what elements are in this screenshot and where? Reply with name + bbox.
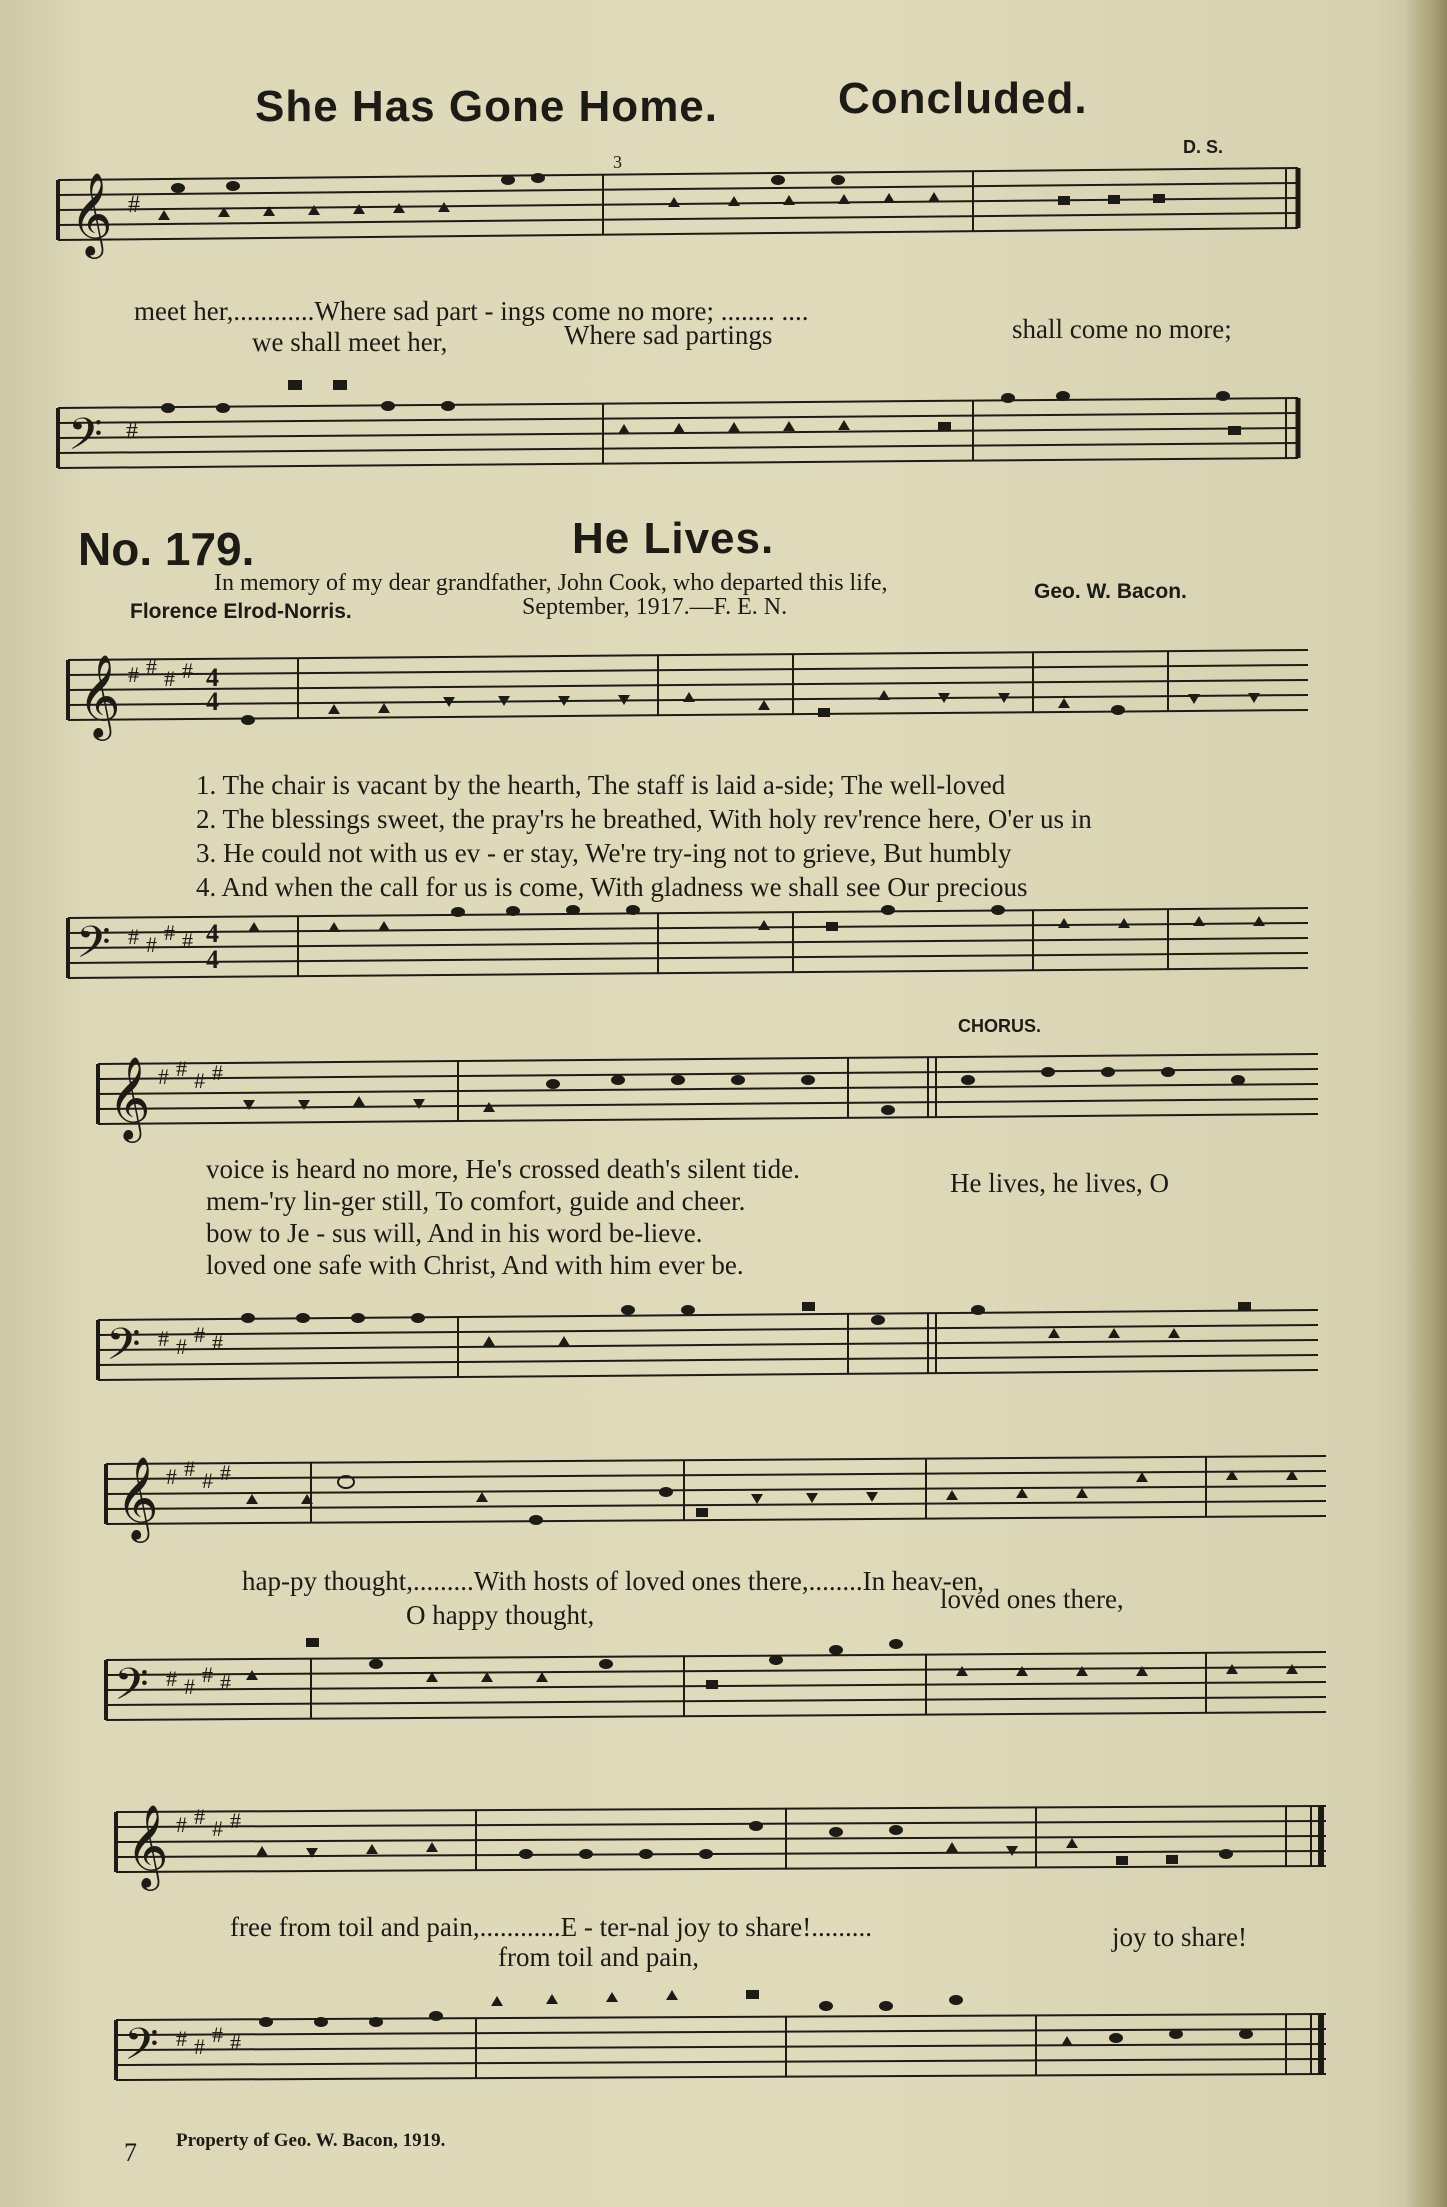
svg-text:#: # — [128, 924, 139, 949]
ds-mark: D. S. — [1183, 137, 1224, 157]
chorus-line-3-alt-a: from toil and pain, — [498, 1942, 699, 1972]
svg-text:𝄢: 𝄢 — [114, 1658, 149, 1721]
dedication: In memory of my dear grandfather, John Cook, who departed this life, — [214, 570, 888, 596]
svg-text:𝄞: 𝄞 — [116, 1455, 159, 1539]
svg-text:#: # — [182, 928, 193, 953]
svg-text:#: # — [184, 1456, 195, 1481]
svg-text:𝄢: 𝄢 — [106, 1318, 141, 1381]
svg-text:𝄢: 𝄢 — [76, 916, 111, 979]
system-1-treble — [58, 630, 1318, 750]
svg-text:𝄞: 𝄞 — [70, 171, 113, 255]
svg-text:#: # — [212, 1060, 223, 1085]
chorus-line-1: He lives, he lives, O — [950, 1168, 1169, 1198]
continued-hymn-title: She Has Gone Home. — [255, 82, 719, 131]
svg-text:#: # — [176, 1334, 187, 1359]
svg-text:#: # — [194, 2034, 205, 2059]
svg-text:4: 4 — [206, 687, 219, 716]
svg-text:#: # — [166, 1464, 177, 1489]
system-4-bass — [106, 1976, 1346, 2116]
svg-text:#: # — [146, 932, 157, 957]
verse-3-line-b: bow to Je - sus will, And in his word be-lieve. — [206, 1218, 703, 1248]
system-3-treble — [96, 1420, 1336, 1550]
hymn-title: He Lives. — [572, 514, 775, 563]
triplet-mark: 3 — [613, 152, 622, 172]
chorus-line-2-alt-b: loved ones there, — [940, 1584, 1124, 1614]
svg-text:#: # — [194, 1322, 205, 1347]
verse-2-line-b: mem-'ry lin-ger still, To comfort, guide and cheer. — [206, 1186, 746, 1216]
verse-1-line-b: voice is heard no more, He's crossed death's silent tide. — [206, 1154, 800, 1184]
svg-text:#: # — [184, 1674, 195, 1699]
top-lyric-line-2c: shall come no more; — [1012, 314, 1232, 344]
top-lyric-line-1: meet her,............Where sad part - ings come no more; ........ .... — [134, 296, 809, 326]
svg-text:#: # — [166, 1666, 177, 1691]
chorus-line-3: free from toil and pain,............E - ter-nal joy to share!......... — [230, 1912, 873, 1942]
page-number: 7 — [124, 2138, 137, 2167]
svg-text:𝄞: 𝄞 — [108, 1055, 151, 1139]
svg-text:#: # — [202, 1662, 213, 1687]
svg-text:#: # — [182, 658, 193, 683]
top-lyric-line-2a: we shall meet her, — [252, 327, 448, 357]
system-2-bass — [88, 1280, 1338, 1410]
verse-2-line-a: 2. The blessings sweet, the pray'rs he breathed, With holy rev'rence here, O'er us in — [196, 804, 1092, 834]
svg-text:#: # — [230, 2030, 241, 2055]
system-4-treble — [106, 1768, 1346, 1898]
svg-text:#: # — [194, 1804, 205, 1829]
svg-text:#: # — [176, 1812, 187, 1837]
svg-text:#: # — [128, 662, 139, 687]
svg-text:𝄢: 𝄢 — [68, 408, 103, 471]
svg-text:#: # — [128, 192, 140, 218]
svg-text:#: # — [146, 654, 157, 679]
svg-text:#: # — [220, 1670, 231, 1695]
top-treble-staff — [48, 150, 1308, 270]
svg-text:#: # — [164, 920, 175, 945]
svg-text:#: # — [194, 1068, 205, 1093]
system-2-treble — [88, 1020, 1338, 1150]
svg-text:#: # — [164, 666, 175, 691]
verse-1-line-a: 1. The chair is vacant by the hearth, The staff is laid a-side; The well-loved — [196, 770, 1006, 800]
chorus-label: CHORUS. — [958, 1016, 1042, 1036]
svg-text:4: 4 — [206, 919, 219, 948]
verse-4-line-a: 4. And when the call for us is come, With gladness we shall see Our precious — [196, 872, 1028, 902]
svg-text:4: 4 — [206, 663, 219, 692]
svg-text:#: # — [212, 1330, 223, 1355]
top-lyric-line-2b: Where sad partings — [564, 320, 773, 350]
chorus-line-3-alt-b: joy to share! — [1112, 1922, 1247, 1952]
system-1-bass — [58, 892, 1318, 1012]
svg-text:#: # — [212, 1816, 223, 1841]
date-initials: September, 1917.—F. E. N. — [522, 594, 788, 620]
svg-text:#: # — [202, 1468, 213, 1493]
composer: Geo. W. Bacon. — [1034, 580, 1187, 603]
verse-3-line-a: 3. He could not with us ev - er stay, We're try-ing not to grieve, But humbly — [196, 838, 1012, 868]
verse-4-line-b: loved one safe with Christ, And with him ever be. — [206, 1250, 744, 1280]
svg-text:#: # — [220, 1460, 231, 1485]
continued-hymn-suffix: Concluded. — [838, 74, 1088, 123]
top-bass-staff — [48, 368, 1308, 498]
lyricist: Florence Elrod-Norris. — [130, 600, 352, 623]
svg-text:#: # — [158, 1326, 169, 1351]
svg-text:#: # — [212, 2022, 223, 2047]
system-3-bass — [96, 1620, 1336, 1750]
svg-text:#: # — [230, 1808, 241, 1833]
svg-text:#: # — [176, 2026, 187, 2051]
chorus-line-2-alt-a: O happy thought, — [406, 1600, 595, 1630]
svg-text:#: # — [126, 418, 138, 444]
svg-text:𝄢: 𝄢 — [124, 2018, 159, 2081]
svg-text:#: # — [158, 1064, 169, 1089]
svg-text:#: # — [176, 1056, 187, 1081]
page-edge — [1407, 0, 1447, 2207]
svg-text:𝄞: 𝄞 — [78, 653, 121, 737]
hymn-number: No. 179. — [78, 523, 255, 575]
svg-text:𝄞: 𝄞 — [126, 1803, 169, 1887]
chorus-line-2: hap-py thought,.........With hosts of loved ones there,........In heav-en, — [242, 1566, 985, 1596]
svg-text:4: 4 — [206, 945, 219, 974]
copyright-notice: Property of Geo. W. Bacon, 1919. — [176, 2130, 446, 2151]
